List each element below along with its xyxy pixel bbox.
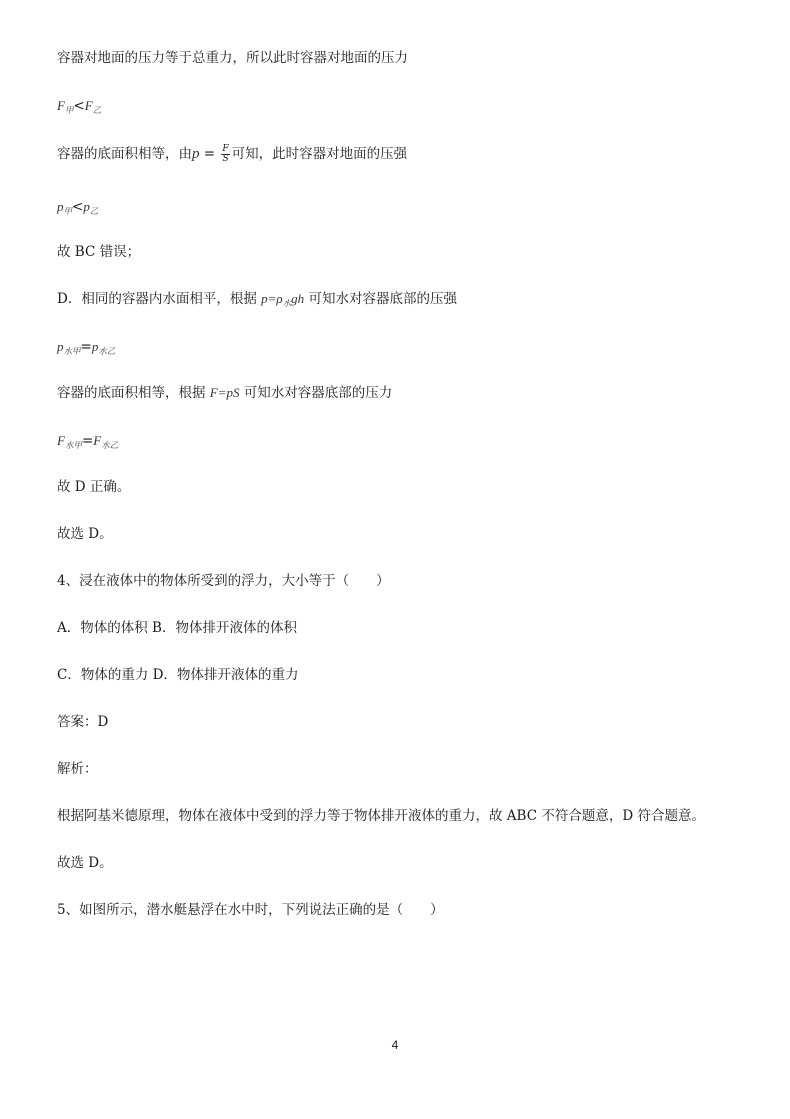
formula-water-force-equal xyxy=(57,432,118,455)
text-fragment: 可知，此时容器对地面的压强 xyxy=(231,146,408,162)
answer-line: 答案：D xyxy=(57,714,109,730)
question-4: 4、浸在液体中的物体所受到的浮力，大小等于（ ） xyxy=(57,573,390,589)
option-c-d: C．物体的重力 D．物体排开液体的重力 xyxy=(57,667,299,683)
text-line-with-fraction xyxy=(57,145,407,164)
formula-F-pS: F=pS xyxy=(209,385,240,400)
text-fragment: 可知水对容器底部的压强 xyxy=(304,291,457,307)
formula-pressure-compare xyxy=(57,198,98,221)
fraction-numerator: F xyxy=(222,144,229,154)
symbol-F: F xyxy=(57,433,65,448)
symbol-F: F xyxy=(84,98,93,113)
text-fragment: D．相同的容器内水面相平，根据 xyxy=(57,291,262,307)
subscript: 水 xyxy=(282,299,292,309)
subscript: 水甲 xyxy=(63,347,81,357)
equals-sign: = xyxy=(199,146,220,162)
formula-p-rho: p=ρ xyxy=(261,291,283,306)
text-line: 故选 D。 xyxy=(57,526,113,542)
subscript: 水乙 xyxy=(101,441,119,451)
analysis-heading: 解析： xyxy=(57,761,98,777)
subscript: 乙 xyxy=(89,207,99,217)
option-a-b: A．物体的体积 B．物体排开液体的体积 xyxy=(57,620,297,636)
page-number: 4 xyxy=(391,1038,399,1052)
fraction-F-over-S xyxy=(221,145,229,164)
text-line: 故 D 正确。 xyxy=(57,479,131,495)
symbol-p: p xyxy=(192,146,200,162)
operator: < xyxy=(73,98,85,114)
text-fragment: 容器的底面积相等，由 xyxy=(57,146,192,162)
symbol-p: p xyxy=(83,199,90,214)
text-line-with-formula xyxy=(57,384,392,402)
subscript: 甲 xyxy=(64,106,74,116)
symbol-p: p xyxy=(57,199,64,214)
text-line: 故选 D。 xyxy=(57,855,113,871)
operator: = xyxy=(81,433,94,449)
symbol-F: F xyxy=(93,433,102,448)
subscript: 水乙 xyxy=(98,347,116,357)
formula-water-pressure-equal xyxy=(57,338,115,361)
text-fragment: 可知水对容器底部的压力 xyxy=(239,385,393,401)
text-fragment: 容器的底面积相等，根据 xyxy=(57,385,210,401)
formula-gh: gh xyxy=(291,291,305,306)
question-5: 5、如图所示，潜水艇悬浮在水中时，下列说法正确的是（ ） xyxy=(57,902,444,918)
text-line: 故 BC 错误； xyxy=(57,244,141,260)
symbol-p: p xyxy=(91,339,99,354)
symbol-F: F xyxy=(57,98,65,113)
analysis-text: 根据阿基米德原理，物体在液体中受到的浮力等于物体排开液体的重力，故 ABC 不符合题意，D 符合题意。 xyxy=(57,808,705,824)
formula-force-compare xyxy=(57,97,101,120)
text-line-option-d xyxy=(57,290,457,313)
text-line: 容器对地面的压力等于总重力，所以此时容器对地面的压力 xyxy=(57,50,408,66)
fraction-denominator: S xyxy=(222,154,229,164)
operator: < xyxy=(72,199,84,215)
subscript: 乙 xyxy=(92,106,102,116)
operator: = xyxy=(80,339,92,355)
subscript: 水甲 xyxy=(64,441,82,451)
symbol-p: p xyxy=(57,339,64,354)
subscript: 甲 xyxy=(63,207,73,217)
